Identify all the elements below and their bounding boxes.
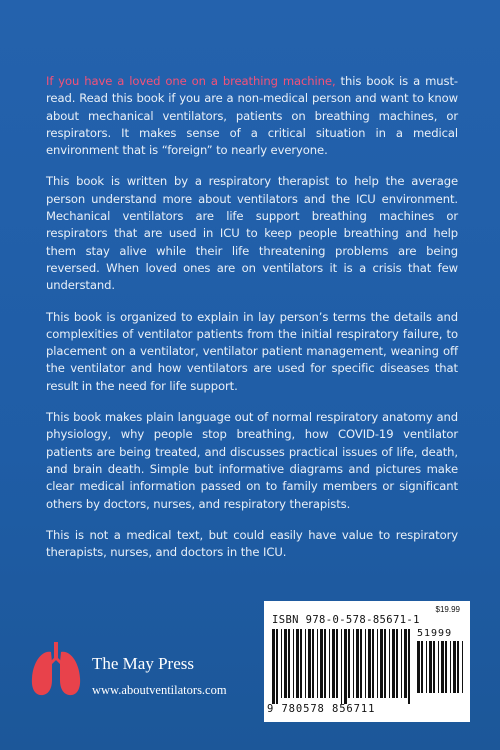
barcode-bar bbox=[284, 629, 287, 698]
barcode-bar bbox=[276, 629, 278, 704]
blurb-highlight: If you have a loved one on a breathing machine, bbox=[46, 74, 336, 88]
barcode-bar bbox=[377, 629, 378, 698]
blurb-paragraph-4: This book makes plain language out of normal respiratory anatomy and physiology, why people stop breathing, how COVID-19 ventilator patients are being treated, and discusses practical issues of life, death, and brain death. Simple but informative diagrams and pictures make clear medical information passed on to family members or significant others by doctors, nurses, and respiratory therapists. bbox=[46, 410, 458, 511]
barcode-bar bbox=[429, 641, 432, 693]
barcode-bar bbox=[324, 629, 326, 698]
barcode-bar bbox=[317, 629, 318, 698]
barcode-bar bbox=[356, 629, 359, 698]
barcode-bar bbox=[300, 629, 302, 698]
barcode-bar bbox=[380, 629, 383, 698]
isbn-label: ISBN 978-0-578-85671-1 bbox=[272, 614, 420, 626]
barcode-bar bbox=[288, 629, 290, 698]
blurb-paragraph-3: This book is organized to explain in lay person’s terms the details and complexities of ventilator patients from the initial respiratory failure, to placement on a ventilator, ventilator patient management, weaning off the ventilator and how ventilators are used for specific diseases that result in the need for life support. bbox=[46, 309, 458, 393]
barcode-bar bbox=[389, 629, 390, 698]
barcode-bar bbox=[344, 629, 347, 704]
barcode-bar bbox=[401, 629, 402, 698]
barcode-bar bbox=[417, 641, 420, 693]
barcode-bar bbox=[396, 629, 398, 698]
supplement-number: 51999 bbox=[417, 628, 453, 639]
barcode-bar bbox=[450, 641, 451, 693]
ean-number: 9 780578 856711 bbox=[267, 703, 376, 715]
barcode-bar bbox=[320, 629, 323, 698]
barcode-bar bbox=[305, 629, 306, 698]
barcode-bar bbox=[341, 629, 342, 704]
barcode-bar bbox=[421, 641, 423, 693]
barcode-bar bbox=[348, 629, 350, 698]
barcode-bar bbox=[353, 629, 354, 698]
barcode-bar bbox=[404, 629, 407, 698]
barcode-bar bbox=[312, 629, 314, 698]
barcode-bar bbox=[453, 641, 456, 693]
barcode-bar bbox=[332, 629, 335, 698]
barcode-bar bbox=[462, 641, 463, 693]
barcode-bar bbox=[293, 629, 294, 698]
barcode-bar bbox=[365, 629, 366, 698]
ean-barcode-bars bbox=[272, 629, 412, 704]
barcode-bar bbox=[296, 629, 299, 698]
barcode-bar bbox=[438, 641, 439, 693]
blurb-paragraph-5: This is not a medical text, but could easily have value to respiratory therapists, nurses, and doctors in the ICU. bbox=[46, 527, 458, 560]
barcode-bar bbox=[329, 629, 330, 698]
isbn-barcode bbox=[264, 601, 470, 722]
barcode-bar bbox=[445, 641, 447, 693]
barcode-bar bbox=[426, 641, 427, 693]
barcode-bar bbox=[372, 629, 374, 698]
barcode-bar bbox=[441, 641, 444, 693]
blurb-paragraph-1 bbox=[46, 73, 458, 159]
lungs-icon bbox=[30, 640, 82, 698]
blurb-paragraph-2: This book is written by a respiratory therapist to help the average person understand more about ventilators and the ICU environment. Mechanical ventilators are life support breathing machines or respirators that are used in ICU to keep people breathing and help them stay alive while their life threatening problems are being reversed. When loved ones are on ventilators it is a crisis that few understand. bbox=[46, 174, 458, 293]
price-label: $19.99 bbox=[435, 605, 460, 614]
barcode-bar bbox=[368, 629, 371, 698]
barcode-bar bbox=[281, 629, 282, 698]
publisher-block bbox=[30, 640, 290, 710]
barcode-bar bbox=[433, 641, 435, 693]
publisher-url: www.aboutventilators.com bbox=[92, 683, 227, 697]
blurb-paragraph-1-rest: this book is a must-read. Read this book if you are a non-medical person and want to know about mechanical ventilators, patients on breathing machines, or respirators. It makes sense of a critical situation in a medical environment that is “foreign” to nearly everyone. bbox=[46, 74, 458, 158]
barcode-bar bbox=[308, 629, 311, 698]
publisher-name: The May Press bbox=[92, 654, 194, 673]
barcode-bar bbox=[408, 629, 410, 704]
barcode-bar bbox=[336, 629, 338, 698]
barcode-bar bbox=[272, 629, 275, 704]
supplement-barcode-bars bbox=[417, 641, 465, 699]
barcode-bar bbox=[360, 629, 362, 698]
blurb-text bbox=[46, 73, 458, 575]
barcode-bar bbox=[457, 641, 459, 693]
barcode-bar bbox=[384, 629, 386, 698]
barcode-bar bbox=[392, 629, 395, 698]
